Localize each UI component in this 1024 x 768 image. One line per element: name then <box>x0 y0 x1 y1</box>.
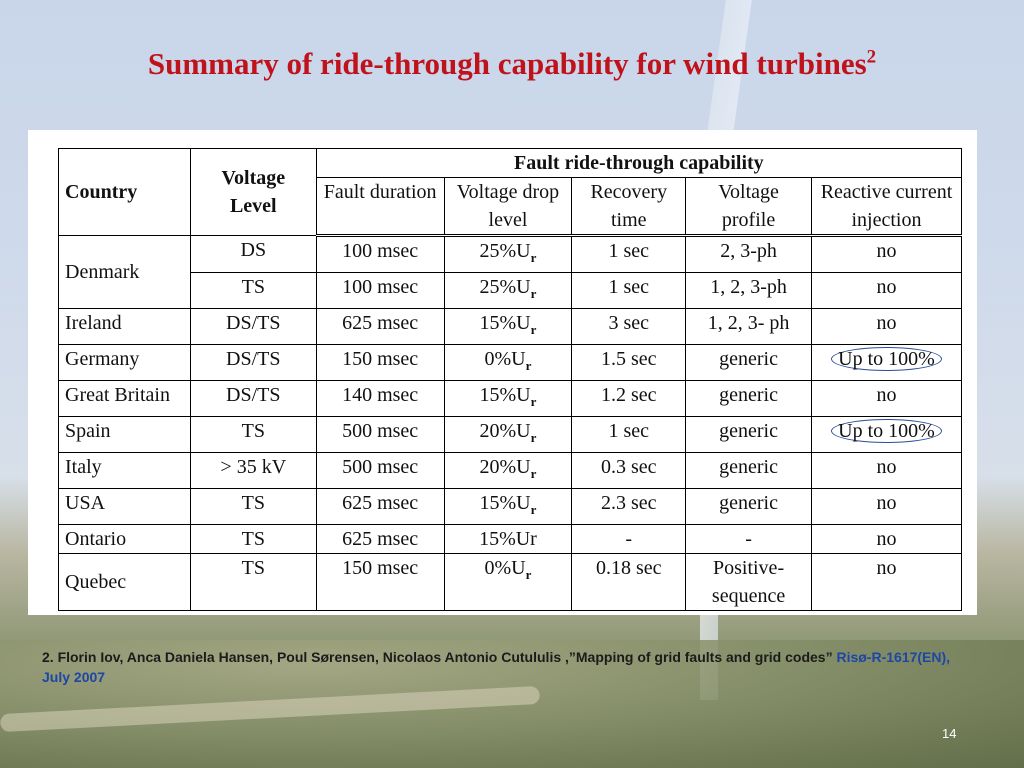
cell-reactive-current-injection <box>811 525 961 554</box>
cell-voltage-profile: 1, 2, 3- ph <box>686 309 812 345</box>
voltage-drop-subscript: r <box>530 502 537 517</box>
voltage-drop-value: 0%U <box>484 557 526 579</box>
table-row <box>59 309 962 345</box>
voltage-drop-subscript: r <box>530 322 537 337</box>
cell-reactive-current-injection <box>811 453 961 489</box>
cell-reactive-current-injection <box>811 273 961 309</box>
cell-voltage-level: DS/TS <box>190 345 316 381</box>
cell-fault-duration: 500 msec <box>316 453 444 489</box>
cell-country: Ireland <box>59 309 191 345</box>
cell-fault-duration: 100 msec <box>316 273 444 309</box>
cell-voltage-level: TS <box>190 417 316 453</box>
cell-recovery-time: 1.5 sec <box>572 345 686 381</box>
cell-voltage-level: > 35 kV <box>190 453 316 489</box>
cell-voltage-drop-level <box>444 345 572 381</box>
reactive-value: no <box>876 557 897 579</box>
table-row <box>59 453 962 489</box>
cell-reactive-current-injection <box>811 309 961 345</box>
cell-voltage-drop-level <box>444 525 572 554</box>
cell-country: Spain <box>59 417 191 453</box>
reference-text: 2. Florin Iov, Anca Daniela Hansen, Poul Sørensen, Nicolaos Antonio Cutululis ,”Mapping of grid faults and grid codes” <box>42 649 833 665</box>
cell-recovery-time: 1 sec <box>572 273 686 309</box>
reactive-value: no <box>876 492 897 514</box>
reactive-value: no <box>876 456 897 478</box>
cell-voltage-drop-level <box>444 273 572 309</box>
cell-fault-duration: 100 msec <box>316 236 444 273</box>
reactive-highlight-circle: Up to 100% <box>831 419 942 443</box>
table-header-row <box>59 149 962 178</box>
voltage-drop-value: 15%U <box>479 384 531 406</box>
cell-voltage-drop-level <box>444 453 572 489</box>
cell-voltage-profile: generic <box>686 417 812 453</box>
cell-voltage-profile: - <box>686 525 812 554</box>
voltage-drop-subscript: r <box>530 394 537 409</box>
voltage-drop-value: 20%U <box>479 456 531 478</box>
reactive-value: no <box>876 312 897 334</box>
cell-voltage-drop-level <box>444 489 572 525</box>
voltage-drop-subscript: r <box>525 567 532 582</box>
table-row <box>59 417 962 453</box>
cell-voltage-profile: generic <box>686 453 812 489</box>
table-row <box>59 345 962 381</box>
cell-fault-duration: 150 msec <box>316 345 444 381</box>
cell-reactive-current-injection <box>811 489 961 525</box>
cell-recovery-time: 1.2 sec <box>572 381 686 417</box>
table-row <box>59 236 962 273</box>
ride-through-table <box>58 148 962 611</box>
cell-fault-duration: 625 msec <box>316 489 444 525</box>
column-header-reactive-current-injection: Reactive current injection <box>811 178 961 236</box>
table-row <box>59 381 962 417</box>
reference-source: Risø-R-1617(EN), July 2007 <box>42 649 951 685</box>
reactive-highlight-circle: Up to 100% <box>831 347 942 371</box>
voltage-drop-value: 15%Ur <box>479 528 537 550</box>
table-row <box>59 554 962 611</box>
page-number: 14 <box>942 726 957 741</box>
cell-voltage-level: TS <box>190 525 316 554</box>
cell-country: Great Britain <box>59 381 191 417</box>
slide-title-text: Summary of ride-through capability for wind turbines <box>147 46 867 81</box>
reactive-value: no <box>876 240 897 262</box>
cell-voltage-profile: generic <box>686 345 812 381</box>
column-header-voltage-drop-level: Voltage drop level <box>444 178 572 236</box>
cell-reactive-current-injection <box>811 236 961 273</box>
cell-recovery-time: 3 sec <box>572 309 686 345</box>
cell-recovery-time: 1 sec <box>572 236 686 273</box>
column-header-recovery-time: Recovery time <box>572 178 686 236</box>
cell-voltage-level: DS <box>190 236 316 273</box>
cell-voltage-drop-level <box>444 554 572 611</box>
cell-reactive-current-injection <box>811 381 961 417</box>
table-row <box>59 525 962 554</box>
voltage-drop-value: 15%U <box>479 492 531 514</box>
voltage-drop-value: 20%U <box>479 420 531 442</box>
voltage-drop-value: 0%U <box>484 348 526 370</box>
column-header-country: Country <box>59 149 191 236</box>
cell-recovery-time: - <box>572 525 686 554</box>
table-row <box>59 273 962 309</box>
cell-recovery-time: 0.18 sec <box>572 554 686 611</box>
voltage-drop-subscript: r <box>530 466 537 481</box>
voltage-drop-subscript: r <box>530 430 537 445</box>
cell-voltage-profile: 1, 2, 3-ph <box>686 273 812 309</box>
table-row <box>59 489 962 525</box>
cell-voltage-profile: generic <box>686 489 812 525</box>
cell-voltage-level: DS/TS <box>190 381 316 417</box>
cell-fault-duration: 140 msec <box>316 381 444 417</box>
voltage-drop-subscript: r <box>525 358 532 373</box>
cell-reactive-current-injection <box>811 417 961 453</box>
cell-fault-duration: 150 msec <box>316 554 444 611</box>
cell-voltage-drop-level <box>444 236 572 273</box>
cell-voltage-level: DS/TS <box>190 309 316 345</box>
cell-reactive-current-injection <box>811 554 961 611</box>
voltage-drop-value: 25%U <box>479 240 531 262</box>
cell-country: Denmark <box>59 236 191 309</box>
cell-voltage-drop-level <box>444 381 572 417</box>
cell-country: Quebec <box>59 554 191 611</box>
column-header-voltage-profile: Voltage profile <box>686 178 812 236</box>
cell-voltage-profile: 2, 3-ph <box>686 236 812 273</box>
slide-title <box>0 46 1024 82</box>
voltage-drop-subscript: r <box>530 286 537 301</box>
column-header-fault-duration: Fault duration <box>316 178 444 236</box>
cell-country: Italy <box>59 453 191 489</box>
column-header-voltage-level: Voltage Level <box>190 149 316 236</box>
cell-voltage-profile: Positive-sequence <box>686 554 812 611</box>
footnote-marker: 2 <box>866 46 877 68</box>
cell-voltage-level: TS <box>190 554 316 611</box>
cell-voltage-level: TS <box>190 273 316 309</box>
cell-fault-duration: 625 msec <box>316 525 444 554</box>
cell-voltage-drop-level <box>444 309 572 345</box>
cell-voltage-drop-level <box>444 417 572 453</box>
reactive-value: no <box>876 528 897 550</box>
group-header-fault-ride-through: Fault ride-through capability <box>316 149 961 178</box>
cell-reactive-current-injection <box>811 345 961 381</box>
cell-country: Germany <box>59 345 191 381</box>
cell-recovery-time: 2.3 sec <box>572 489 686 525</box>
voltage-drop-value: 15%U <box>479 312 531 334</box>
cell-fault-duration: 500 msec <box>316 417 444 453</box>
cell-recovery-time: 1 sec <box>572 417 686 453</box>
cell-country: Ontario <box>59 525 191 554</box>
cell-voltage-level: TS <box>190 489 316 525</box>
voltage-drop-subscript: r <box>530 250 537 265</box>
voltage-drop-value: 25%U <box>479 276 531 298</box>
cell-country: USA <box>59 489 191 525</box>
reactive-value: no <box>876 276 897 298</box>
reference-footnote <box>42 647 972 687</box>
reactive-value: no <box>876 384 897 406</box>
table-panel <box>28 130 977 615</box>
cell-recovery-time: 0.3 sec <box>572 453 686 489</box>
cell-voltage-profile: generic <box>686 381 812 417</box>
cell-fault-duration: 625 msec <box>316 309 444 345</box>
